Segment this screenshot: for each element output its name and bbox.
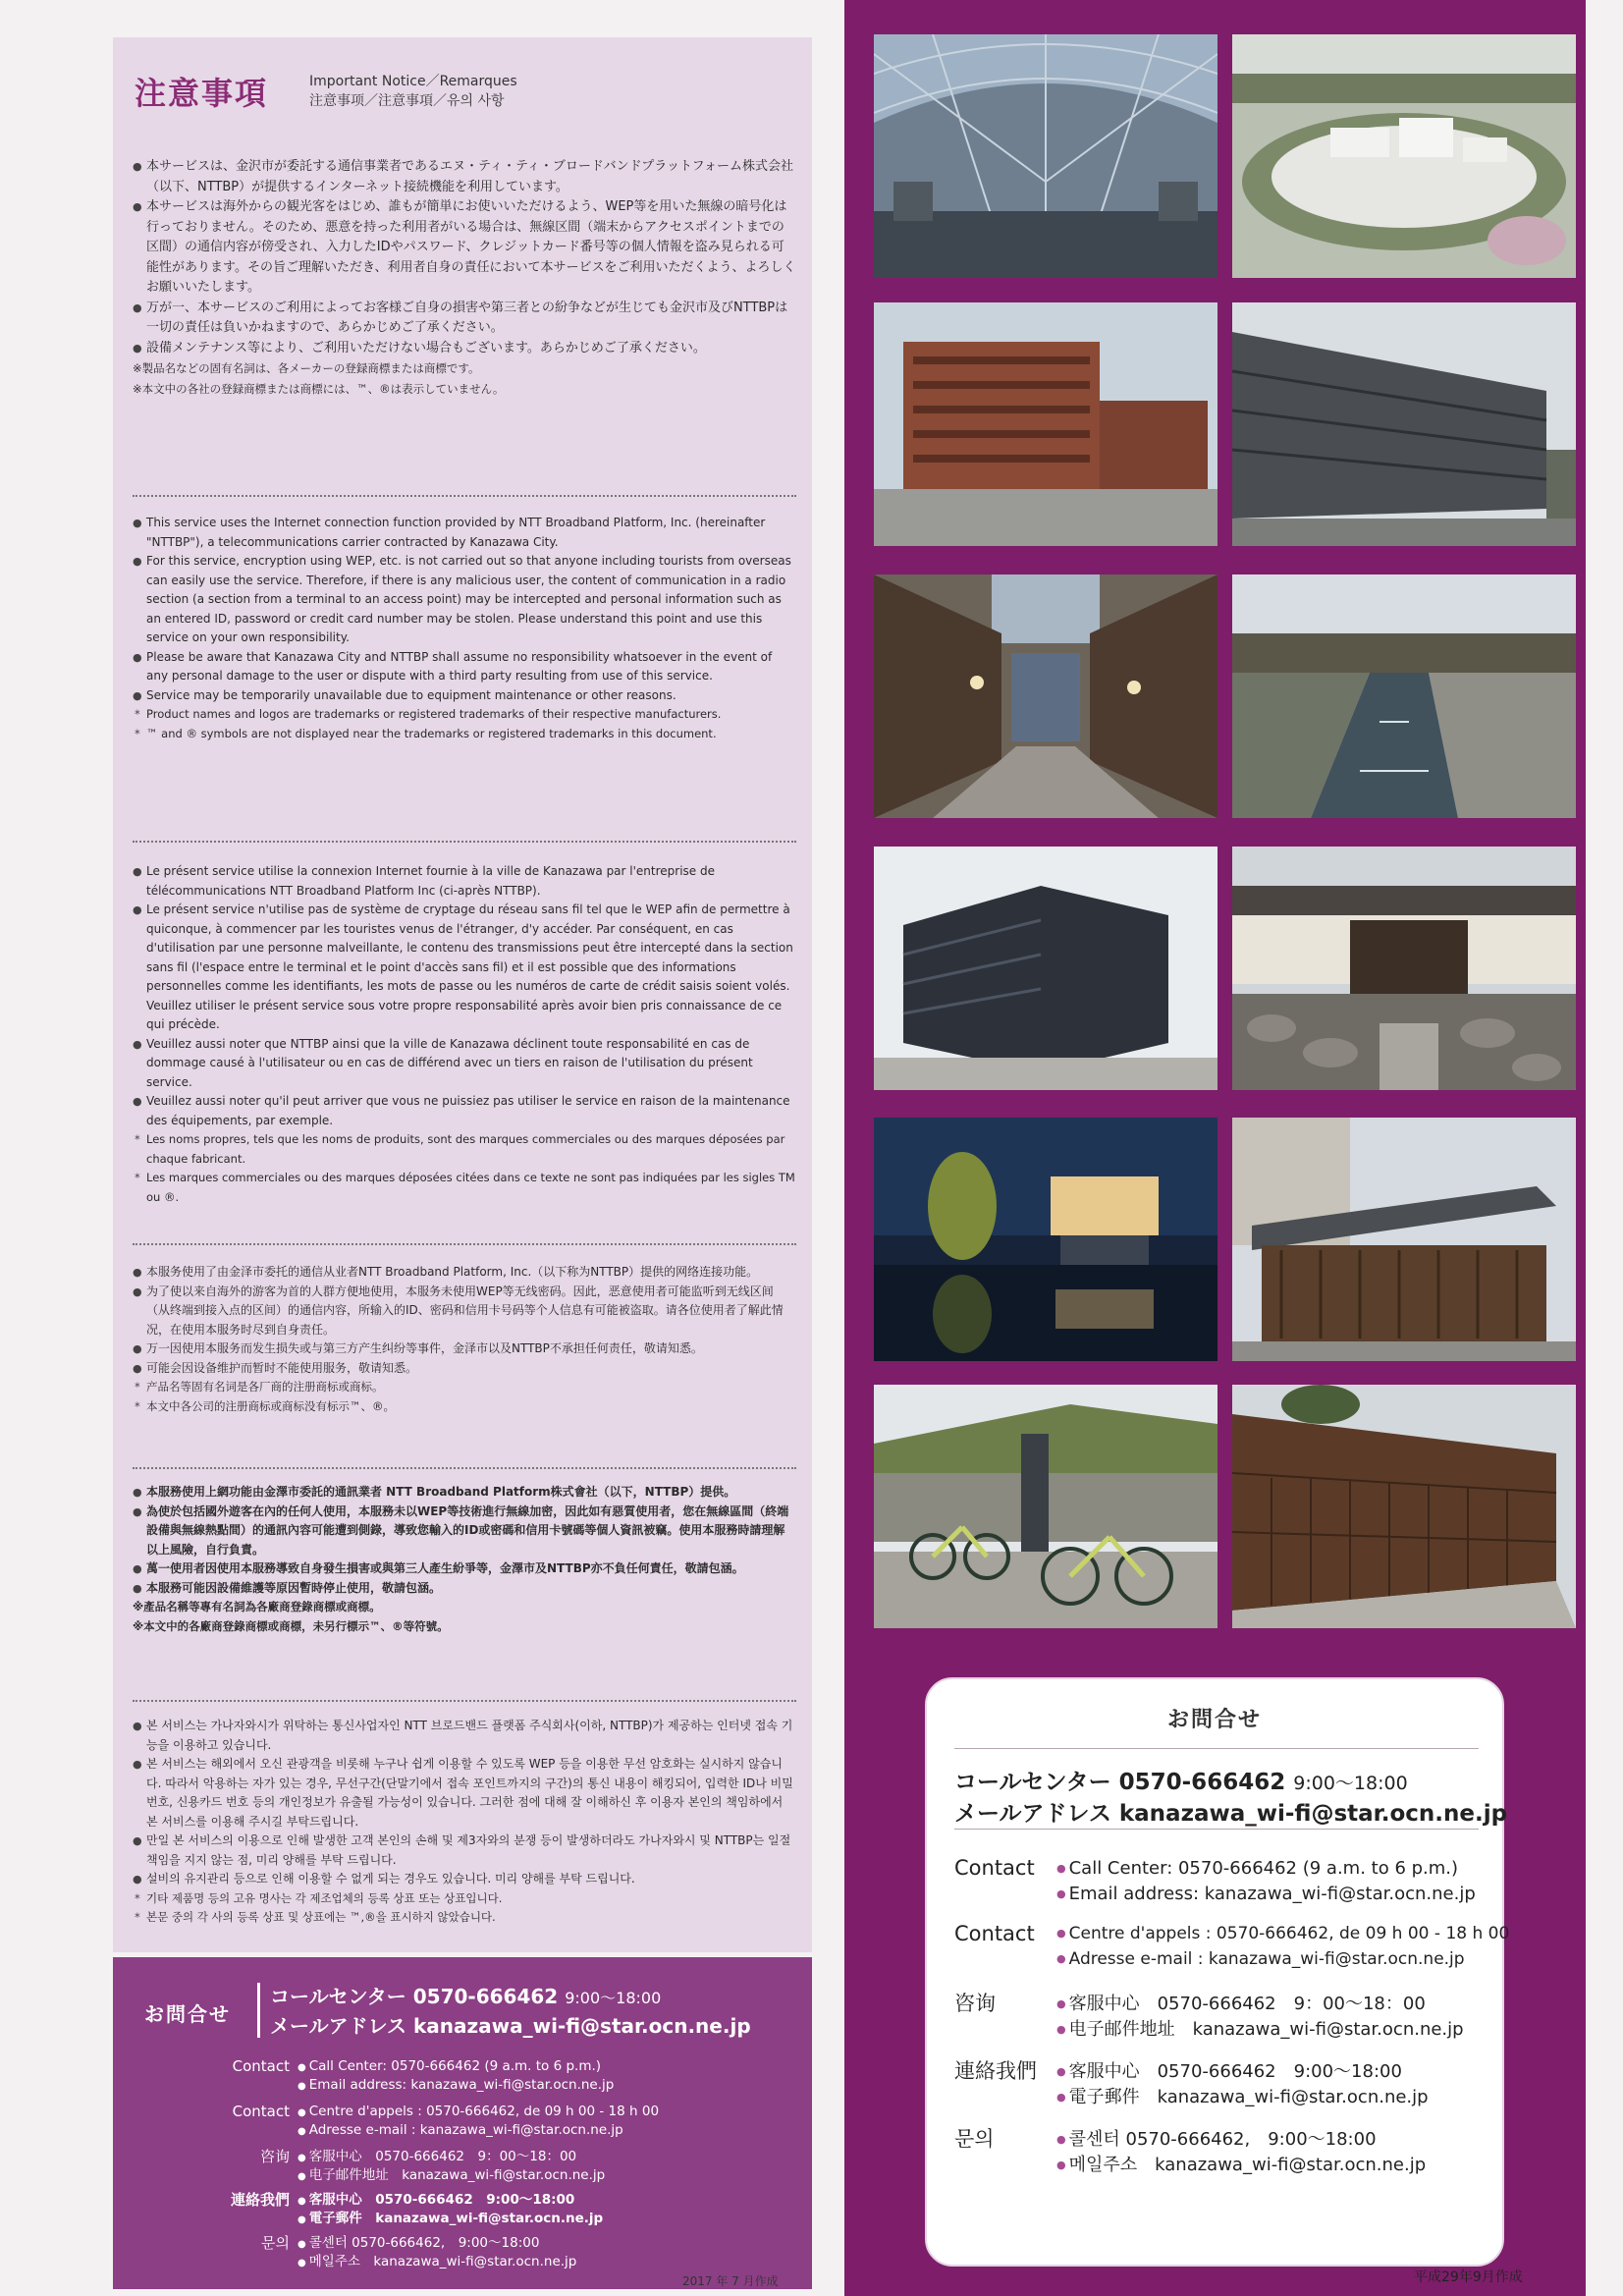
- section-divider: [133, 1243, 796, 1245]
- contact-phone: ● 콜센터 0570-666462, 9:00～18:00: [298, 2234, 539, 2254]
- photo-wooden-houses: [1232, 1385, 1576, 1628]
- contact-phone: ● 客服中心 0570-666462 9：00～18：00: [1056, 1990, 1426, 2015]
- contact-footer-title: お問合せ: [144, 2002, 231, 2026]
- notice-footnote: * Les noms propres, tels que les noms de produits, sont des marques commerciales ou des marques déposées par chaque fabricant.: [133, 1130, 796, 1169]
- divider: [954, 1748, 1479, 1749]
- notice-item: ● 설비의 유지관리 등으로 인해 이용할 수 없게 되는 경우도 있습니다. 미리 양해를 부탁 드립니다.: [133, 1870, 796, 1889]
- contact-phone: ● 客服中心 0570-666462 9:00～18:00: [1056, 2057, 1402, 2083]
- divider: [954, 1829, 1479, 1830]
- notice-title: 注意事項: [135, 75, 269, 112]
- contact-row-zh-hant: [142, 2191, 810, 2236]
- notice-item: ● 本サービスは海外からの観光客をはじめ、誰もが簡単にお使いいただけるよう、WEP等を用いた無線の暗号化は行っておりません。そのため、悪意を持った利用者がいる場合は、無線区間（端末からアクセスポイントまでの区間）の通信内容が傍受され、入力したIDやパスワード、クレジットカード番号等の個人情報を盗み見られる可能性があります。その旨ご理解いただき、利用者自身の責任において本サービスをご利用いただくよう、よろしくお願いいたします。: [133, 197, 796, 299]
- contact-row-ko: [954, 2123, 1504, 2178]
- notice-section-ko: [133, 1717, 796, 1928]
- notice-item: ● This service uses the Internet connection function provided by NTT Broadband Platform, Inc. (hereinafter "NTTBP"), a telecommunications carrier contracted by Kanazawa City.: [133, 514, 796, 552]
- notice-item: ● 本服务使用了由金泽市委托的通信从业者NTT Broadband Platform, Inc.（以下称为NTTBP）提供的网络连接功能。: [133, 1263, 796, 1283]
- section-divider: [133, 841, 796, 843]
- notice-footnote: ※本文中の各社の登録商標または商標には、™、®は表示していません。: [133, 381, 505, 396]
- contact-footer: [113, 1957, 812, 2289]
- contact-phone: ● Centre d'appels : 0570-666462, de 09 h 00 - 18 h 00: [1056, 1924, 1509, 1943]
- notice-section-fr: [133, 862, 796, 1207]
- notice-section-zh-hans: [133, 1263, 796, 1416]
- contact-phone: ● 콜센터 0570-666462, 9:00～18:00: [1056, 2125, 1377, 2151]
- contact-phone: ● 客服中心 0570-666462 9：00～18：00: [298, 2148, 576, 2167]
- contact-row-fr: [954, 1922, 1510, 1977]
- photo-glass-building: [874, 847, 1217, 1090]
- notice-item: ● 万が一、本サービスのご利用によってお客様ご自身の損害や第三者との紛争などが生じても金沢市及びNTTBPは一切の責任は負いかねますので、あらかじめご了承ください。: [133, 299, 796, 339]
- photo-teahouse-street: [874, 574, 1217, 818]
- section-divider: [133, 1467, 796, 1469]
- notice-footnote: * Les marques commerciales ou des marques déposées citées dans ce texte ne sont pas indiquées par les sigles TM ou ®.: [133, 1169, 796, 1207]
- creation-date: 2017 年 7 月作成: [682, 2274, 779, 2288]
- contact-label: 咨询: [259, 2148, 290, 2165]
- contact-email[interactable]: ● 메일주소 kanazawa_wi-fi@star.ocn.ne.jp: [1056, 2151, 1426, 2176]
- divider-bar: [257, 1983, 260, 2038]
- contact-label: 문의: [954, 2127, 995, 2151]
- contact-row-zh-hans: [954, 1988, 1504, 2043]
- notice-item: ● For this service, encryption using WEP, etc. is not carried out so that anyone including tourists from overseas can easily use the service. Therefore, if there is any malicious user, the content of communication in a radio section (a section from a terminal to an access point) may be intercepted and personal information such as an entered ID, password or credit card number may be stolen. Please understand this point and use this service on your own responsibility.: [133, 552, 796, 648]
- notice-item: ● 萬一使用者因使用本服務導致自身發生損害或與第三人產生紛爭等，金澤市及NTTBP亦不負任何責任，敬請包涵。: [133, 1559, 796, 1579]
- section-divider: [133, 1700, 796, 1702]
- contact-phone: ● Call Center: 0570-666462 (9 a.m. to 6 p.m.): [1056, 1858, 1458, 1879]
- contact-label: Contact: [954, 1922, 1035, 1945]
- call-center-hours: 9:00～18:00: [1293, 1773, 1408, 1794]
- notice-item: ● Service may be temporarily unavailable due to equipment maintenance or other reasons.: [133, 686, 796, 706]
- notice-item: ● 設備メンテナンス等により、ご利用いただけない場合もございます。あらかじめご了承ください。: [133, 339, 796, 359]
- notice-header: [135, 67, 792, 145]
- contact-label: 문의: [261, 2234, 290, 2252]
- contact-email[interactable]: ● Email address: kanazawa_wi-fi@star.ocn.ne.jp: [1056, 1884, 1476, 1904]
- photo-panel: [844, 0, 1586, 2296]
- contact-email[interactable]: ● Email address: kanazawa_wi-fi@star.ocn.ne.jp: [298, 2076, 614, 2096]
- call-center-number: コールセンター 0570-666462: [270, 1985, 559, 2008]
- notice-section-zh-hant: [133, 1483, 796, 1636]
- contact-label: 連絡我們: [230, 2191, 290, 2209]
- contact-label: Contact: [232, 2103, 290, 2120]
- photo-city-hall: [874, 302, 1217, 546]
- notice-footnote: * ™ and ® symbols are not displayed near the trademarks or registered trademarks in this document.: [133, 725, 796, 744]
- photo-canal: [1232, 574, 1576, 818]
- notice-item: ● Please be aware that Kanazawa City and NTTBP shall assume no responsibility whatsoever in the event of any personal damage to the user or dispute with a third party resulting from use of this service.: [133, 648, 796, 686]
- notice-item: ● 만일 본 서비스의 이용으로 인해 발생한 고객 본인의 손해 및 제3자와의 분쟁 등이 발생하더라도 가나자와시 및 NTTBP는 일절 책임을 지지 않는 점, 미리 양해를 부탁 드립니다.: [133, 1831, 796, 1870]
- section-divider: [133, 495, 796, 497]
- contact-phone: ● Centre d'appels : 0570-666462, de 09 h 00 - 18 h 00: [298, 2103, 659, 2122]
- notice-item: ● 본 서비스는 가나자와시가 위탁하는 통신사업자인 NTT 브로드밴드 플랫폼 주식회사(이하, NTTBP)가 제공하는 인터넷 접속 기능을 이용하고 있습니다.: [133, 1717, 796, 1755]
- contact-phone: ● Call Center: 0570-666462 (9 a.m. to 6 p.m.): [298, 2057, 601, 2077]
- notice-footnote: ※產品名稱等專有名詞為各廠商登錄商標或商標。: [133, 1600, 381, 1613]
- contact-phone: ● 客服中心 0570-666462 9:00～18:00: [298, 2191, 574, 2211]
- contact-row-fr: [142, 2103, 810, 2148]
- notice-footnote: * 본문 중의 각 사의 등록 상표 및 상표에는 ™,®을 표시하지 않았습니다.: [133, 1908, 796, 1928]
- notice-item: ● 本服務可能因設備維護等原因暫時停止使用，敬請包涵。: [133, 1579, 796, 1599]
- notice-item: ● Le présent service n'utilise pas de système de cryptage du réseau sans fil tel que le WEP afin de permettre à quiconque, à commencer par les touristes venus de l'étranger, d'y accéder. Par conséquent, en cas d'utilisation par une personne malveillante, le contenu des transmissions peut être intercepté dans la section sans fil (l'espace entre le terminal et le point d'accès sans fil) et il est possible que des informations personnelles comme les identifiants, les mots de passe ou les numéros de carte de crédit saisis soient volés. Veuillez utiliser le présent service sous votre propre responsabilité après avoir bien pris connaissance de ce qui précède.: [133, 901, 796, 1035]
- contact-email[interactable]: ● Adresse e-mail : kanazawa_wi-fi@star.ocn.ne.jp: [298, 2121, 623, 2141]
- notice-footnote: ※製品名などの固有名詞は、各メーカーの登録商標または商標です。: [133, 361, 480, 375]
- notice-footnote: * 本文中各公司的注册商标或商标没有标示™、®。: [133, 1397, 796, 1417]
- notice-item: ● 為使於包括國外遊客在內的任何人使用，本服務未以WEP等技術進行無線加密，因此如有惡質使用者，您在無線區間（終端設備與無線熱點間）的通訊內容可能遭到側錄，導致您輸入的ID或密碼和信用卡號碼等個人資訊被竊。使用本服務時請理解以上風險，自行負責。: [133, 1503, 796, 1560]
- photo-station-dome: [874, 34, 1217, 278]
- photo-townhouse: [1232, 1118, 1576, 1361]
- notice-item: ● 本サービスは、金沢市が委託する通信事業者であるエヌ・ティ・ティ・ブロードバンドプラットフォーム株式会社（以下、NTTBP）が提供するインターネット接続機能を利用しています。: [133, 157, 796, 197]
- contact-email[interactable]: ● 電子郵件 kanazawa_wi-fi@star.ocn.ne.jp: [298, 2210, 603, 2229]
- notice-item: ● 본 서비스는 해외에서 오신 관광객을 비롯해 누구나 쉽게 이용할 수 있도록 WEP 등을 이용한 무선 암호화는 실시하지 않습니다. 따라서 악용하는 자가 있는 경우, 무선구간(단말기에서 접속 포인트까지의 구간)의 통신 내용이 해킹되어, 입력한 ID나 비밀번호, 신용카드 번호 등의 개인정보가 유출될 가능성이 있습니다. 그러한 점에 대해 잘 이해하신 후 이용자 본인의 책임하에서 본 서비스를 이용해 주시길 부탁드립니다.: [133, 1755, 796, 1831]
- notice-footnote: * 기타 제품명 등의 고유 명사는 각 제조업체의 등록 상표 또는 상표입니다.: [133, 1889, 796, 1909]
- contact-email[interactable]: ● 電子郵件 kanazawa_wi-fi@star.ocn.ne.jp: [1056, 2083, 1429, 2108]
- notice-section-en: [133, 514, 796, 743]
- photo-bike-share: [874, 1385, 1217, 1628]
- photo-night-pavilion: [874, 1118, 1217, 1361]
- notice-subtitle: Important Notice／Remarques: [309, 74, 517, 89]
- contact-row-en: [142, 2057, 810, 2103]
- notice-item: ● Veuillez aussi noter qu'il peut arriver que vous ne puissiez pas utiliser le service en raison de la maintenance des équipements, par exemple.: [133, 1092, 796, 1130]
- contact-row-zh-hant: [954, 2055, 1504, 2110]
- contact-email[interactable]: ● 电子邮件地址 kanazawa_wi-fi@star.ocn.ne.jp: [1056, 2015, 1464, 2041]
- notice-item: ● 本服務使用上網功能由金澤市委託的通訊業者 NTT Broadband Platform株式會社（以下，NTTBP）提供。: [133, 1483, 796, 1503]
- contact-row-zh-hans: [142, 2148, 810, 2193]
- contact-card: [925, 1677, 1510, 2267]
- call-center: [270, 1981, 661, 2009]
- mail-address[interactable]: メールアドレス kanazawa_wi-fi@star.ocn.ne.jp: [270, 2014, 751, 2038]
- contact-email[interactable]: ● 메일주소 kanazawa_wi-fi@star.ocn.ne.jp: [298, 2253, 576, 2272]
- photo-samurai-gate: [1232, 847, 1576, 1090]
- contact-email[interactable]: ● Adresse e-mail : kanazawa_wi-fi@star.ocn.ne.jp: [1056, 1949, 1465, 1969]
- contact-email[interactable]: ● 电子邮件地址 kanazawa_wi-fi@star.ocn.ne.jp: [298, 2166, 605, 2186]
- call-center-number: コールセンター 0570-666462: [954, 1770, 1286, 1795]
- contact-label: Contact: [232, 2057, 290, 2075]
- notice-footnote: ※本文中的各廠商登錄商標或商標，未另行標示™、®等符號。: [133, 1618, 449, 1633]
- contact-label: Contact: [954, 1856, 1035, 1880]
- photo-modern-building: [1232, 302, 1576, 546]
- contact-label: 連絡我們: [954, 2059, 1037, 2083]
- contact-card-title: お問合せ: [1166, 1708, 1262, 1732]
- contact-label: 咨询: [954, 1992, 996, 2015]
- notice-item: ● 可能会因设备维护而暂时不能使用服务，敬请知悉。: [133, 1359, 796, 1379]
- notice-footnote: * Product names and logos are trademarks or registered trademarks of their respective manufacturers.: [133, 705, 796, 725]
- notice-item: ● Veuillez aussi noter que NTTBP ainsi que la ville de Kanazawa déclinent toute responsabilité en cas de dommage causé à l'utilisateur ou en cas de différend avec un tiers en raison de l'utilisation du présent service.: [133, 1035, 796, 1093]
- call-center-hours: 9:00～18:00: [565, 1989, 662, 2007]
- notice-item: ● 为了使以来自海外的游客为首的人群方便地使用，本服务未使用WEP等无线密码。因此，恶意使用者可能监听到无线区间（从终端到接入点的区间）的通信内容，所输入的ID、密码和信用卡号码等个人信息有可能被盗取。请各位使用者了解此情况，在使用本服务时尽到自身责任。: [133, 1283, 796, 1340]
- call-center: [954, 1764, 1408, 1796]
- notice-footnote: * 产品名等固有名词是各厂商的注册商标或商标。: [133, 1378, 796, 1397]
- photo-museum-21st-century: [1232, 34, 1576, 278]
- notice-section-ja: [133, 157, 796, 399]
- notice-item: ● 万一因使用本服务而发生损失或与第三方产生纠纷等事件，金泽市以及NTTBP不承担任何责任，敬请知悉。: [133, 1339, 796, 1359]
- notice-subtitle: 注意事项／注意事項／유의 사항: [309, 93, 505, 109]
- notice-item: ● Le présent service utilise la connexion Internet fournie à la ville de Kanazawa par l'entreprise de télécommunications NTT Broadband Platform Inc (ci-après NTTBP).: [133, 862, 796, 901]
- creation-date: 平成29年9月作成: [1414, 2269, 1523, 2285]
- notice-panel: [113, 37, 812, 1952]
- contact-row-en: [954, 1856, 1504, 1911]
- mail-address[interactable]: メールアドレス kanazawa_wi-fi@star.ocn.ne.jp: [954, 1801, 1508, 1827]
